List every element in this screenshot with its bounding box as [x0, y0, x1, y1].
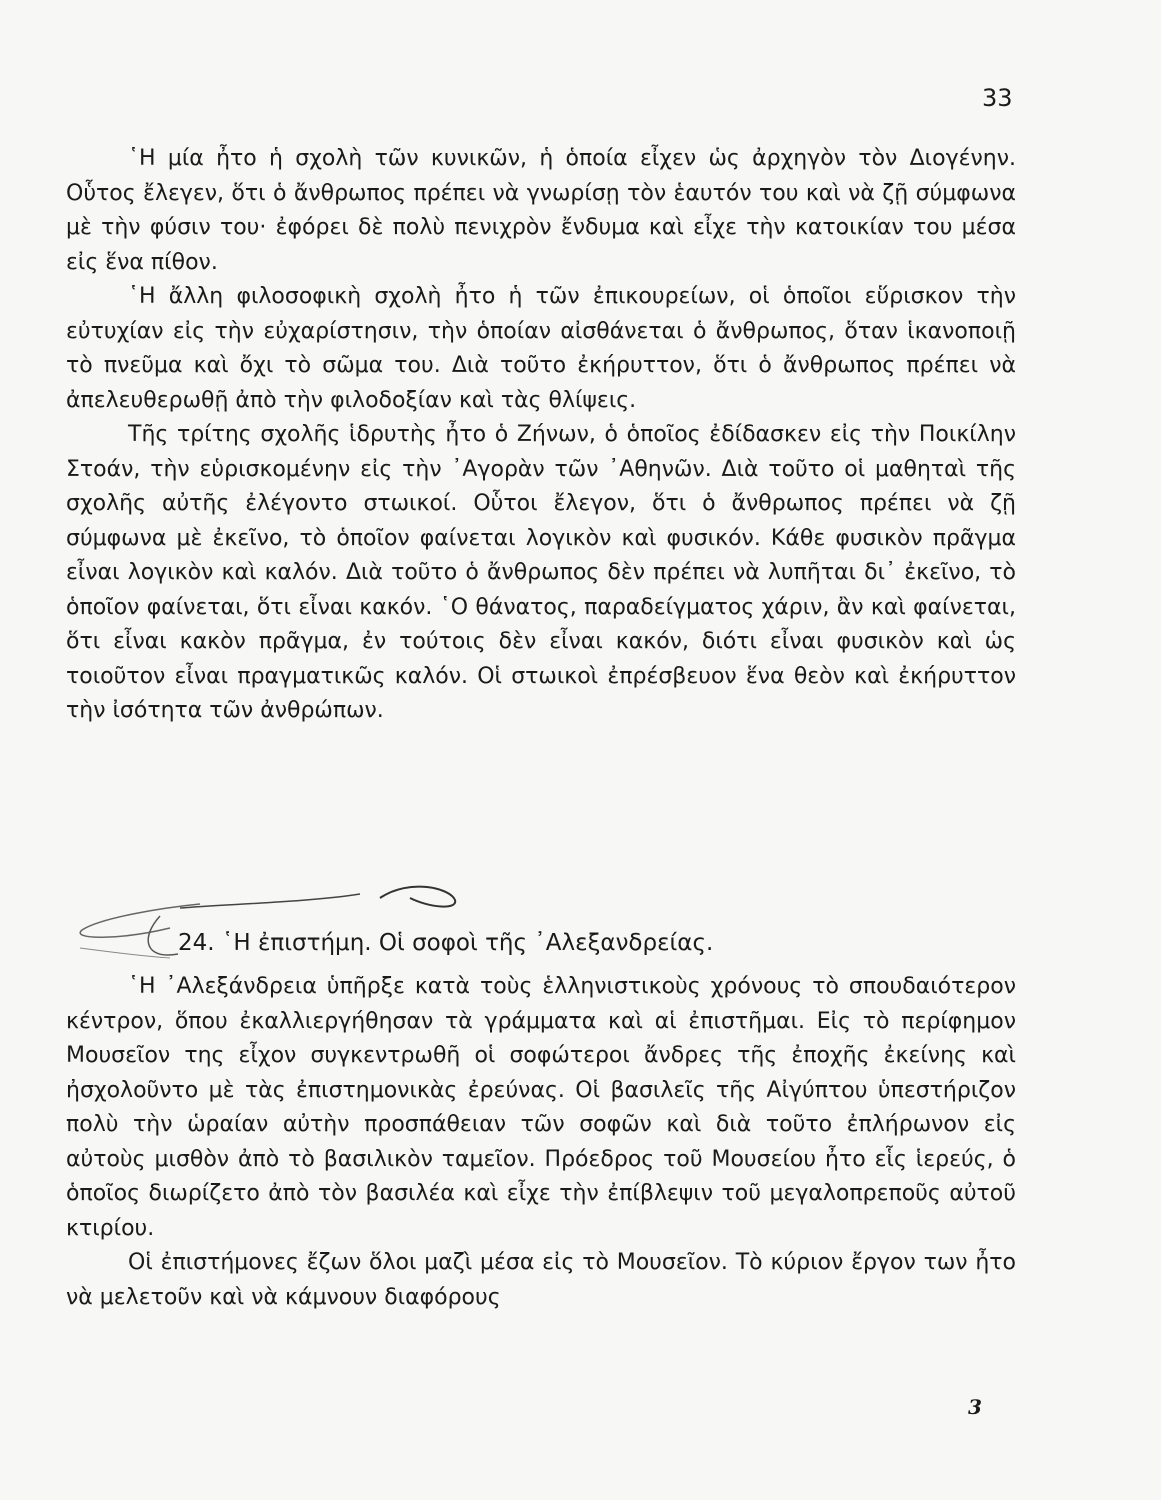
- signature-mark: 3: [968, 1395, 982, 1419]
- paragraph-epicureans: ῾Η ἄλλη φιλοσοφικὴ σχολὴ ἦτο ἡ τῶν ἐπικουρείων, οἱ ὁποῖοι εὕρισκον τὴν εὐτυχίαν εἰς τὴν εὐχαρίστησιν, τὴν ὁποίαν αἰσθάνεται ὁ ἄνθρωπος, ὅταν ἱκανοποιῇ τὸ πνεῦμα καὶ ὄχι τὸ σῶμα του. Διὰ τοῦτο ἐκήρυττον, ὅτι ὁ ἄνθρωπος πρέπει νὰ ἀπελευθερωθῇ ἀπὸ τὴν φιλοδοξίαν καὶ τὰς θλίψεις.: [66, 284, 1016, 413]
- section-23-body: [66, 142, 1016, 729]
- section-heading-24: 24. ῾Η ἐπιστήμη. Οἱ σοφοὶ τῆς ᾿Αλεξανδρείας.: [178, 930, 714, 956]
- paragraph-stoics: Τῆς τρίτης σχολῆς ἱδρυτὴς ἦτο ὁ Ζήνων, ὁ ὁποῖος ἐδίδασκεν εἰς τὴν Ποικίλην Στοάν, τὴν εὑρισκομένην εἰς τὴν ᾿Αγορὰν τῶν ᾿Αθηνῶν. Διὰ τοῦτο οἱ μαθηταὶ τῆς σχολῆς αὐτῆς ἐλέγοντο στωικοί. Οὗτοι ἔλεγον, ὅτι ὁ ἄνθρωπος πρέπει νὰ ζῇ σύμφωνα μὲ ἐκεῖνο, τὸ ὁποῖον φαίνεται λογικὸν καὶ φυσικόν. Κάθε φυσικὸν πρᾶγμα εἶναι λογικὸν καὶ καλόν. Διὰ τοῦτο ὁ ἄνθρωπος δὲν πρέπει νὰ λυπῆται δι᾿ ἐκεῖνο, τὸ ὁποῖον φαίνεται, ὅτι εἶναι κακόν. ῾Ο θάνατος, παραδείγματος χάριν, ἂν καὶ φαίνεται, ὅτι εἶναι κακὸν πρᾶγμα, ἐν τούτοις δὲν εἶναι κακόν, διότι εἶναι φυσικὸν καὶ ὡς τοιοῦτον εἶναι πραγματικῶς καλόν. Οἱ στωικοὶ ἐπρέσβευον ἕνα θεὸν καὶ ἐκήρυττον τὴν ἰσότητα τῶν ἀνθρώπων.: [66, 422, 1016, 723]
- paragraph-scientists: Οἱ ἐπιστήμονες ἔζων ὅλοι μαζὶ μέσα εἰς τὸ Μουσεῖον. Τὸ κύριον ἔργον των ἦτο νὰ μελετοῦν καὶ νὰ κάμνουν διαφόρους: [66, 1250, 1016, 1310]
- paragraph-alexandria: ῾Η ᾿Αλεξάνδρεια ὑπῆρξε κατὰ τοὺς ἑλληνιστικοὺς χρόνους τὸ σπουδαιότερον κέντρον, ὅπου ἐκαλλιεργήθησαν τὰ γράμματα καὶ αἱ ἐπιστῆμαι. Εἰς τὸ περίφημον Μουσεῖον της εἶχον συγκεντρωθῆ οἱ σοφώτεροι ἄνδρες τῆς ἐποχῆς ἐκείνης καὶ ἠσχολοῦντο μὲ τὰς ἐπιστημονικὰς ἐρεύνας. Οἱ βασιλεῖς τῆς Αἰγύπτου ὑπεστήριζον πολὺ τὴν ὡραίαν αὐτὴν προσπάθειαν τῶν σοφῶν καὶ διὰ τοῦτο ἐπλήρωνον εἰς αὐτοὺς μισθὸν ἀπὸ τὸ βασιλικὸν ταμεῖον. Πρόεδρος τοῦ Μουσείου ἦτο εἷς ἱερεύς, ὁ ὁποῖος διωρίζετο ἀπὸ τὸν βασιλέα καὶ εἶχε τὴν ἐπίβλεψιν τοῦ μεγαλοπρεποῦς αὐτοῦ κτιρίου.: [66, 974, 1016, 1241]
- paragraph-cynics: ῾Η μία ἦτο ἡ σχολὴ τῶν κυνικῶν, ἡ ὁποία εἶχεν ὡς ἀρχηγὸν τὸν Διογένην. Οὗτος ἔλεγεν, ὅτι ὁ ἄνθρωπος πρέπει νὰ γνωρίσῃ τὸν ἑαυτόν του καὶ νὰ ζῇ σύμφωνα μὲ τὴν φύσιν του· ἐφόρει δὲ πολὺ πενιχρὸν ἔνδυμα καὶ εἶχε τὴν κατοικίαν του μέσα εἰς ἕνα πίθον.: [66, 146, 1016, 275]
- page-number: 33: [982, 84, 1013, 112]
- section-24-body: [66, 970, 1016, 1315]
